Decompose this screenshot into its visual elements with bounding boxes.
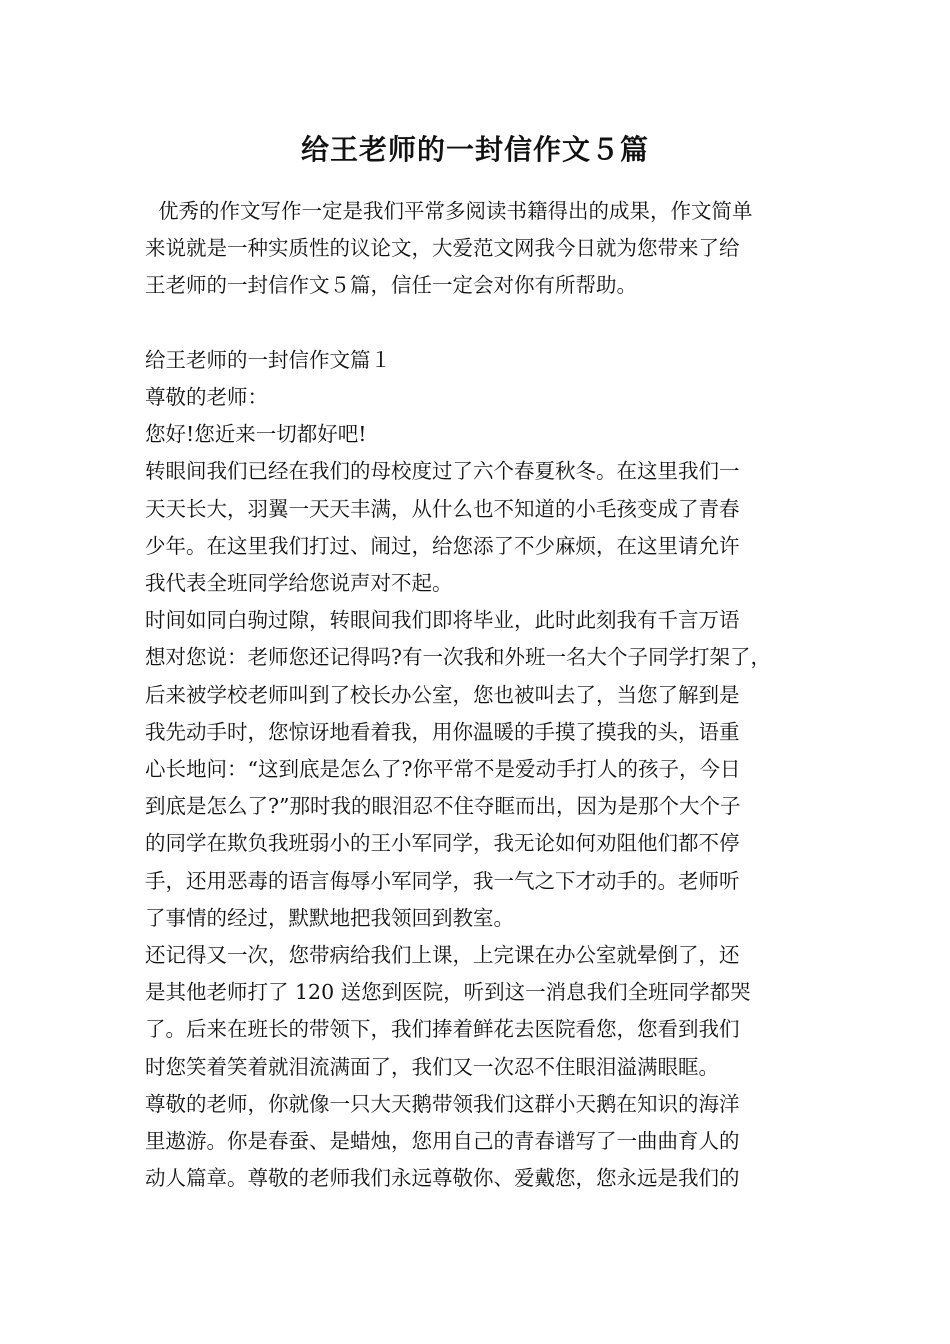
letter-line: 了。后来在班长的带领下，我们捧着鲜花去医院看您，您看到我们	[145, 1017, 740, 1042]
intro-line: 优秀的作文写作一定是我们平常多阅读书籍得出的成果，作文简单	[145, 199, 753, 223]
letter-line: 时您笑着笑着就泪流满面了，我们又一次忍不住眼泪溢满眼眶。	[145, 1054, 719, 1079]
letter-heading: 给王老师的一封信作文篇１	[145, 347, 391, 372]
letter-line: 的同学在欺负我班弱小的王小军同学，我无论如何劝阻他们都不停	[145, 831, 740, 856]
document-body	[145, 193, 810, 1197]
document-title: 给王老师的一封信作文５篇	[300, 133, 649, 166]
paragraph-gap	[145, 305, 810, 342]
letter-line: 是其他老师打了 120 送您到医院，听到这一消息我们全班同学都哭	[145, 980, 751, 1005]
intro-line: 来说就是一种实质性的议论文，大爱范文网我今日就为您带来了给	[145, 236, 740, 261]
letter-line: 了事情的经过，默默地把我领回到教室。	[145, 905, 514, 930]
letter-line: 我先动手时，您惊讶地看着我，用你温暖的手摸了摸我的头，语重	[145, 719, 740, 744]
letter-line: 想对您说：老师您还记得吗?有一次我和外班一名大个子同学打架了，	[145, 645, 771, 670]
letter-line: 后来被学校老师叫到了校长办公室，您也被叫去了，当您了解到是	[145, 682, 740, 707]
letter-line: 少年。在这里我们打过、闹过，给您添了不少麻烦，在这里请允许	[145, 533, 740, 558]
letter-line: 动人篇章。尊敬的老师我们永远尊敬你、爱戴您，您永远是我们的	[145, 1166, 740, 1191]
letter-line: 天天长大，羽翼一天天丰满，从什么也不知道的小毛孩变成了青春	[145, 496, 740, 521]
letter-line: 转眼间我们已经在我们的母校度过了六个春夏秋冬。在这里我们一	[145, 459, 740, 484]
intro-line: 王老师的一封信作文５篇，信任一定会对你有所帮助。	[145, 273, 637, 298]
letter-line: 手，还用恶毒的语言侮辱小军同学，我一气之下才动手的。老师听	[145, 868, 740, 893]
letter-line: 我代表全班同学给您说声对不起。	[145, 571, 453, 596]
letter-line: 您好!您近来一切都好吧!	[145, 422, 367, 447]
letter-salutation: 尊敬的老师：	[145, 385, 268, 409]
letter-line: 时间如同白驹过隙，转眼间我们即将毕业，此时此刻我有千言万语	[145, 608, 740, 633]
letter-line: 心长地问：“这到底是怎么了?你平常不是爱动手打人的孩子，今日	[145, 757, 741, 782]
letter-line: 还记得又一次，您带病给我们上课，上完课在办公室就晕倒了，还	[145, 943, 740, 968]
letter-line: 到底是怎么了?”那时我的眼泪忍不住夺眶而出，因为是那个大个子	[145, 794, 741, 819]
letter-line: 里遨游。你是春蚕、是蜡烛，您用自己的青春谱写了一曲曲育人的	[145, 1129, 740, 1154]
letter-line: 尊敬的老师，你就像一只大天鹅带领我们这群小天鹅在知识的海洋	[145, 1091, 740, 1116]
